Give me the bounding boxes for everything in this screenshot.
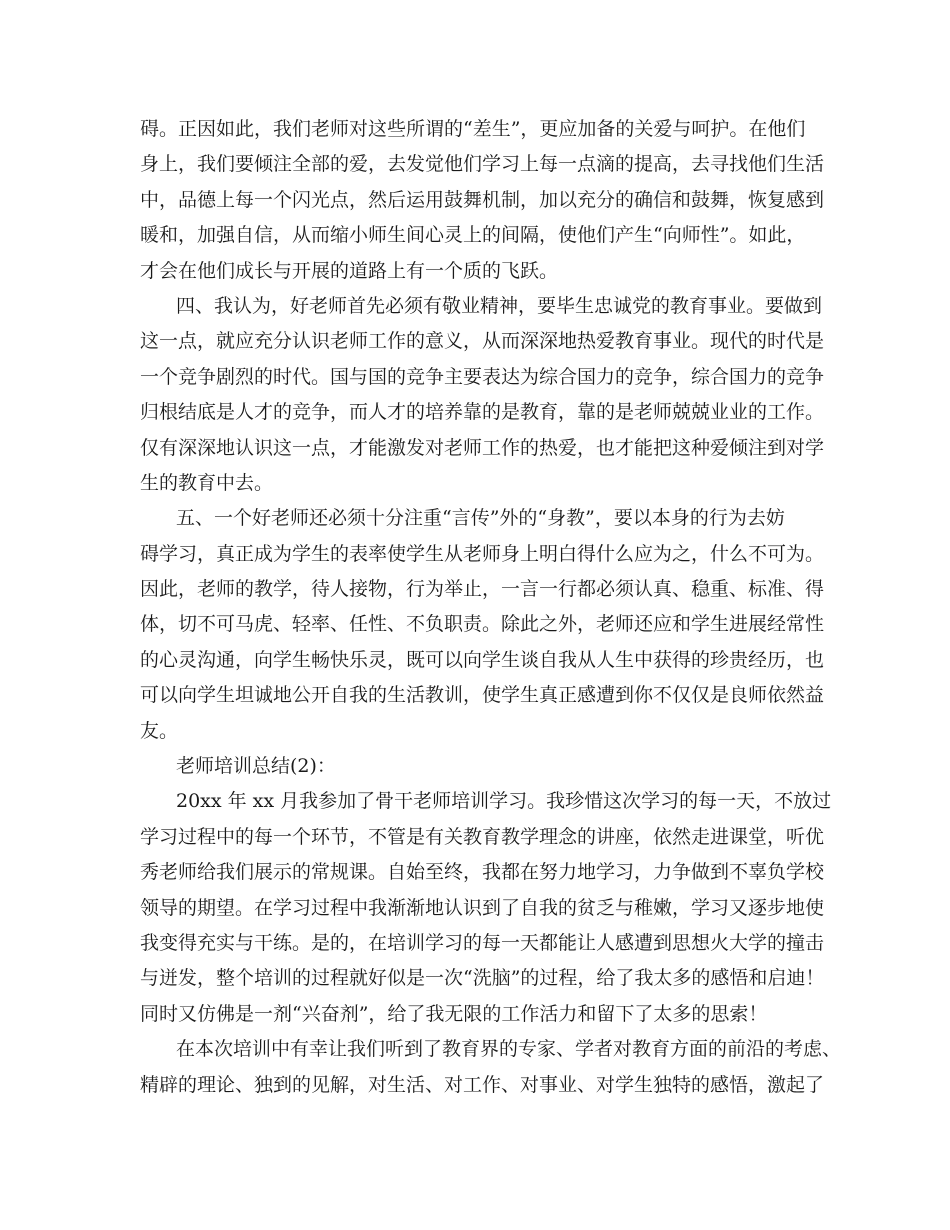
text-line: 友。 [140,719,179,742]
text-line: 体，切不可马虎、轻率、任性、不负职责。除此之外，老师还应和学生进展经常性 [140,613,825,636]
text-line: 领导的期望。在学习过程中我渐渐地认识到了自我的贫乏与稚嫩，学习又逐步地使 [140,896,825,919]
text-line: 碍。正因如此，我们老师对这些所谓的“差生”，更应加备的关爱与呵护。在他们 [140,118,806,140]
text-line: 归根结底是人才的竞争，而人才的培养靠的是教育，靠的是老师兢兢业业的工作。 [140,401,825,424]
text-line: 因此，老师的教学，待人接物，行为举止，一言一行都必须认真、稳重、标准、得 [140,578,825,601]
text-line: 我变得充实与干练。是的，在培训学习的每一天都能让人感遭到思想火大学的撞击 [140,931,825,954]
text-line: 的心灵沟通，向学生畅快乐灵，既可以向学生谈自我从人生中获得的珍贵经历，也 [140,648,825,671]
paragraph-start-line: 20xx 年 xx 月我参加了骨干老师培训学习。我珍惜这次学习的每一天，不放过 [176,790,832,813]
text-line: 身上，我们要倾注全部的爱，去发觉他们学习上每一点滴的提高，去寻找他们生活 [140,153,825,176]
paragraph-start-line: 四、我认为，好老师首先必须有敬业精神，要毕生忠诚党的教育事业。要做到 [176,294,823,317]
text-line: 一个竞争剧烈的时代。国与国的竞争主要表达为综合国力的竞争，综合国力的竞争 [140,365,825,388]
text-line: 学习过程中的每一个环节，不管是有关教育教学理念的讲座，依然走进课堂，听优 [140,825,825,848]
text-line: 可以向学生坦诚地公开自我的生活教训，使学生真正感遭到你不仅仅是良师依然益 [140,684,825,707]
text-line: 这一点，就应充分认识老师工作的意义，从而深深地热爱教育事业。现代的时代是 [140,330,825,353]
text-line: 中，品德上每一个闪光点，然后运用鼓舞机制，加以充分的确信和鼓舞，恢复感到 [140,188,825,211]
text-line: 碍学习，真正成为学生的表率使学生从老师身上明白得什么应为之，什么不可为。 [140,542,825,565]
paragraph-start-line: 在本次培训中有幸让我们听到了教育界的专家、学者对教育方面的前沿的考虑、 [176,1038,842,1061]
text-line: 才会在他们成长与开展的道路上有一个质的飞跃。 [140,259,559,282]
text-line: 精辟的理论、独到的见解，对生活、对工作、对事业、对学生独特的感悟，激起了 [140,1073,825,1096]
text-line: 暖和，加强自信，从而缩小师生间心灵上的间隔，使他们产生“向师性”。如此， [140,224,806,247]
document-body [140,112,842,1103]
paragraph-start-line: 五、一个好老师还必须十分注重“言传”外的“身教”，要以本身的行为去妨 [176,507,785,530]
text-line: 秀老师给我们展示的常规课。自始至终，我都在努力地学习，力争做到不辜负学校 [140,861,825,884]
text-line: 与迸发，整个培训的过程就好似是一次“洗脑”的过程，给了我太多的感悟和启迪！ [140,967,825,990]
text-line: 生的教育中去。 [140,471,274,494]
text-line: 仅有深深地认识这一点，才能激发对老师工作的热爱，也才能把这种爱倾注到对学 [140,436,825,459]
text-line: 同时又仿佛是一剂“兴奋剂”，给了我无限的工作活力和留下了太多的思索！ [140,1002,768,1025]
section-heading: 老师培训总结(2)： [176,755,336,778]
